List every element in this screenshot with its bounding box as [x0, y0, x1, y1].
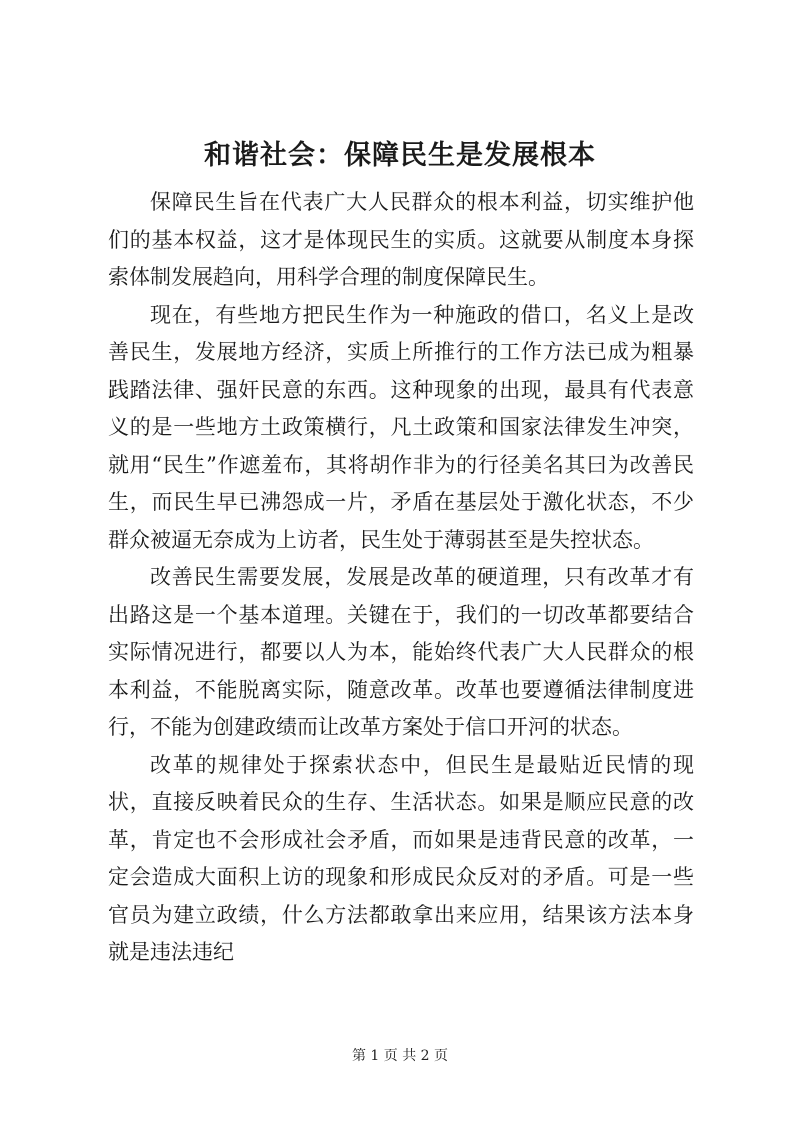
page-number-footer: 第 1 页 共 2 页 — [351, 1048, 449, 1064]
document-body — [108, 184, 694, 972]
paragraph: 改革的规律处于探索状态中，但民生是最贴近民情的现状，直接反映着民众的生存、生活状态。如果是顺应民意的改革，肯定也不会形成社会矛盾，而如果是违背民意的改革，一定会造成大面积上访的现象和形成民众反对的矛盾。可是一些官员为建立政绩，什么方法都敢拿出来应用，结果该方法本身就是违法违纪 — [108, 752, 694, 964]
paragraph: 改善民生需要发展，发展是改革的硬道理，只有改革才有出路这是一个基本道理。关键在于，我们的一切改革都要结合实际情况进行，都要以人为本，能始终代表广大人民群众的根本利益，不能脱离实际，随意改革。改革也要遵循法律制度进行，不能为创建政绩而让改革方案处于信口开河的状态。 — [108, 565, 694, 739]
paragraph: 现在，有些地方把民生作为一种施政的借口，名义上是改善民生，发展地方经济，实质上所推行的工作方法已成为粗暴践踏法律、强奸民意的东西。这种现象的出现，最具有代表意义的是一些地方土政策横行，凡土政策和国家法律发生冲突，就用“民生”作遮羞布，其将胡作非为的行径美名其曰为改善民生，而民生早已沸怨成一片，矛盾在基层处于激化状态，不少群众被逼无奈成为上访者，民生处于薄弱甚至是失控状态。 — [108, 302, 694, 552]
document-title: 和谐社会：保障民生是发展根本 — [204, 140, 596, 171]
paragraph: 保障民生旨在代表广大人民群众的根本利益，切实维护他们的基本权益，这才是体现民生的实质。这就要从制度本身探索体制发展趋向，用科学合理的制度保障民生。 — [108, 190, 694, 289]
